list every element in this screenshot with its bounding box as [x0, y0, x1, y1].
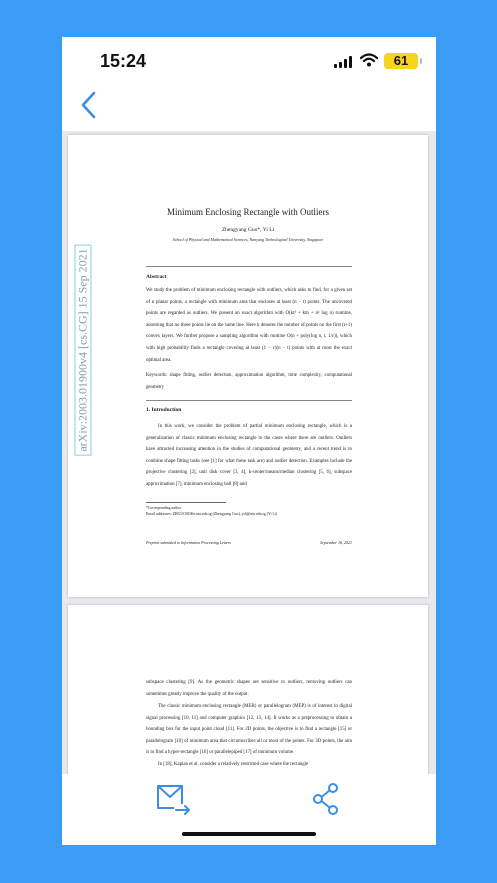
- page2-paragraph-1: subspace clustering [9]. As the geometric shapes are sensitive to outliers, removing outliers can sometimes greatly improve the quality of the output.: [146, 680, 352, 697]
- page2-paragraph-3: In [18], Kaplan et al. consider a relatively restricted case where the rectangle: [158, 762, 309, 767]
- section-heading: 1. Introduction: [146, 407, 182, 413]
- divider: [146, 400, 352, 401]
- signal-icon: [334, 56, 354, 68]
- pdf-page-2: [68, 605, 428, 774]
- abstract-text: We study the problem of minimum enclosing rectangle with outliers, which asks to find, for a given set of n planar points, a rectangle with minimum area that encloses at least (n − t) points. The uncovered points are regarded as outliers. We present an exact algorithm with O(kt³ + ktn + n² log n) runtime, assuming that no three points lie on the same line. Here k denotes the number of points on the first (t+1) convex layers. We further propose a sampling algorithm with runtime O(n + poly(log n, t, 1/ε)), which with high probability finds a rectangle covering at least (1 − ε)(n − t) points with at most the exact optimal area.: [146, 288, 352, 363]
- status-time: 15:24: [100, 51, 147, 71]
- footer-journal: Preprint submitted to Information Processing Letters: [146, 540, 231, 545]
- bottom-toolbar: [62, 774, 436, 845]
- footnote-emails: Email addresses: ZHGUO0106e.ntu.edu.sg (Zhengyang Guo), yili@ntu.edu.sg (Yi Li): [146, 512, 278, 516]
- intro-text: In this work, we consider the problem of partial minimum enclosing rectangle, which is a generalization of classic minimum enclosing rectangle to the cases where there are outliers. Outliers have attracted increasing attention in the studies of computational geometry, and a recent trend is to combine shape fitting tasks (see [1] for what these task are) and outlier detection. Examples include the projective clustering [2], unit disk cover [3, 4], k-center/means/median clustering [5, 6], subspace approximation [7], minimum enclosing ball [8] and: [146, 424, 352, 487]
- pdf-page-1: [68, 135, 428, 597]
- page2-paragraph-2: The classic minimum enclosing rectangle (MER) or parallelogram (MEP) is of interest in digital signal processing [10, 11] and computer graphics [12, 13, 14]. It works as a preprocessing to obtain a bounding box for the input point cloud [11]. For 2D points, the objective is to find a rectangle [15] or parallelogram [10] of minimum area that circumscribes all or most of the points. For 3D points, the aim is to find a hyper-rectangle [16] or parallelepiped [17] of minimum volume.: [146, 704, 352, 756]
- home-indicator[interactable]: [182, 832, 316, 836]
- footnote-corresponding: *Corresponding author: [146, 506, 182, 510]
- pdf-viewer[interactable]: [62, 131, 436, 774]
- arxiv-id[interactable]: arXiv:2003.01900v4 [cs.CG] 15 Sep 2021: [75, 244, 92, 455]
- wifi-icon: [360, 53, 378, 67]
- phone-screen: [62, 37, 436, 845]
- divider: [146, 266, 352, 267]
- paper-authors: Zhengyang Guo*, Yi Li: [221, 227, 275, 233]
- status-bar: [62, 37, 436, 85]
- chevron-left-icon[interactable]: [76, 89, 102, 121]
- footer-date: September 16, 2021: [320, 540, 352, 545]
- share-icon[interactable]: [312, 783, 340, 815]
- battery-tip: [420, 58, 422, 64]
- paper-title: Minimum Enclosing Rectangle with Outliers: [167, 207, 329, 217]
- battery-icon: 61: [384, 53, 418, 69]
- mail-forward-icon[interactable]: [156, 782, 192, 816]
- keywords: Keywords: shape fitting, outlier detection, approximation algorithm, time complexity, computational geometry: [146, 373, 352, 390]
- page-footer: [146, 540, 352, 545]
- footnote-rule: [146, 502, 226, 503]
- paper-affiliation: School of Physical and Mathematical Sciences, Nanyang Technological University, Singapore: [172, 237, 324, 242]
- abstract-heading: Abstract: [146, 274, 167, 280]
- arxiv-stamp[interactable]: [72, 245, 94, 455]
- nav-bar: [62, 85, 436, 131]
